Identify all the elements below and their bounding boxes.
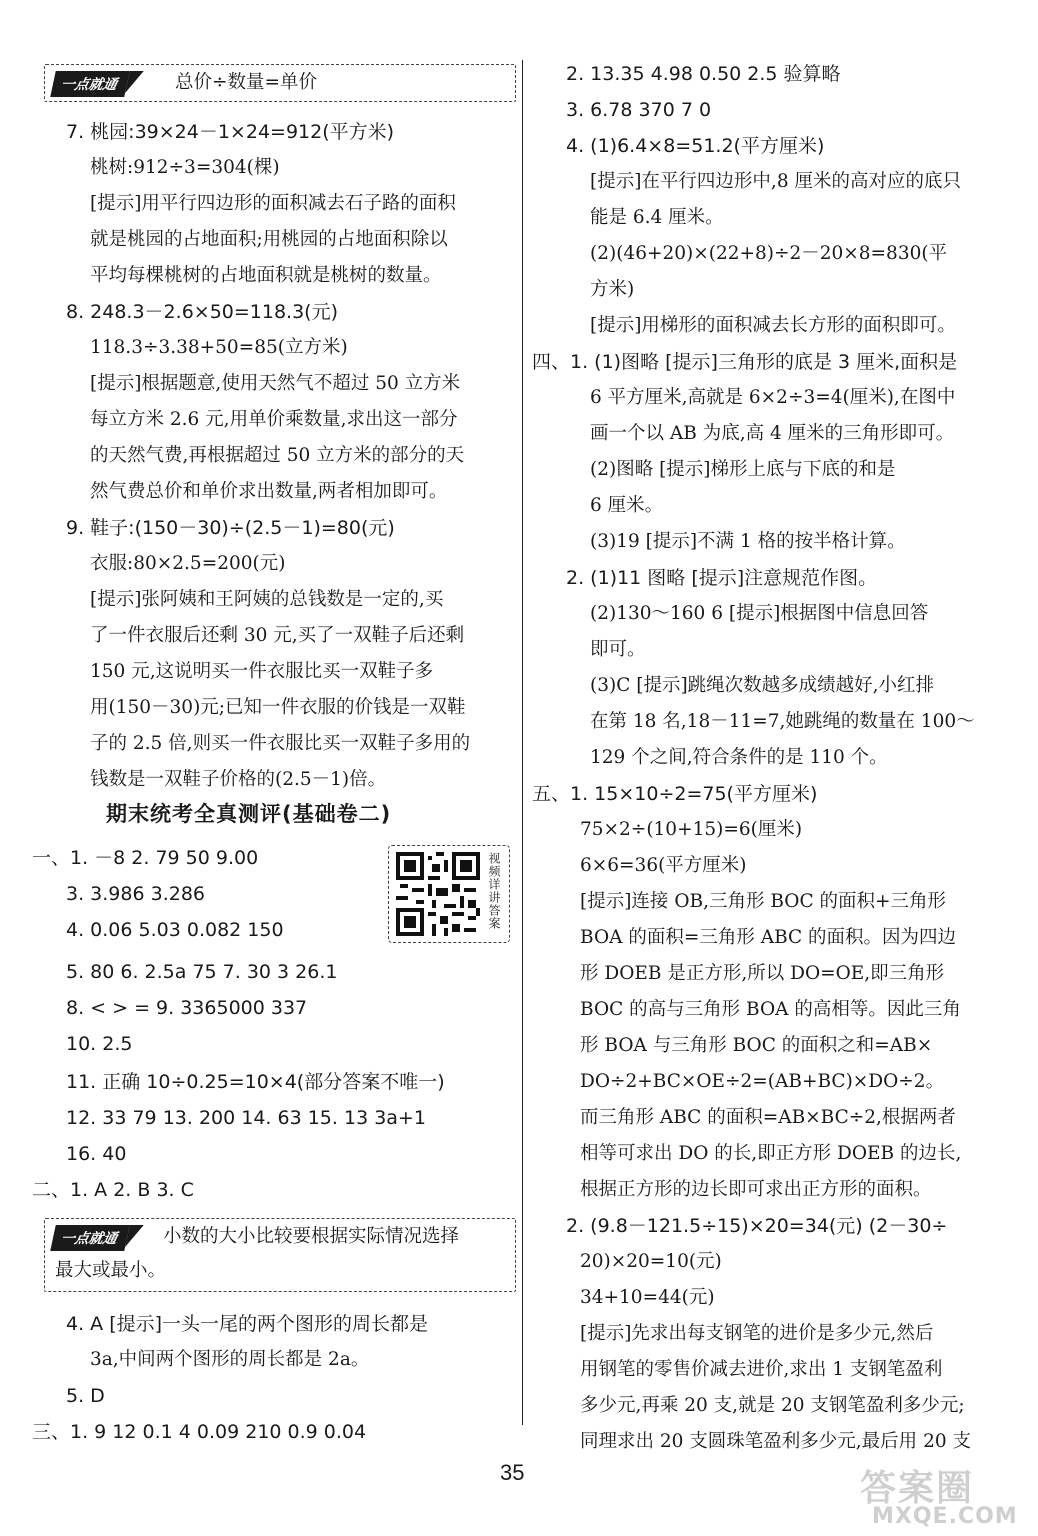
answer-line: 12. 33 79 13. 200 14. 63 15. 13 3a+1 [66,1107,426,1129]
right-line: 相等可求出 DO 的长,即正方形 DOEB 的边长, [580,1143,962,1164]
right-line: 方米) [590,279,635,300]
right-line: [提示]先求出每支钢笔的进价是多少元,然后 [580,1323,934,1344]
left-line: 三、1. 9 12 0.1 4 0.09 210 0.9 0.04 [32,1421,367,1443]
right-line: 能是 6.4 厘米。 [590,207,724,228]
right-line: (2)图略 [提示]梯形上底与下底的和是 [590,459,896,480]
left-line: 8. 248.3－2.6×50=118.3(元) [66,301,339,323]
right-line: 6 平方厘米,高就是 6×2÷3=4(厘米),在图中 [590,387,956,408]
left-line: 用(150－30)元;已知一件衣服的价钱是一双鞋 [90,697,466,718]
answer-line: 16. 40 [66,1143,127,1165]
answer-line: 3. 3.986 3.286 [66,883,205,905]
right-line: 2. (9.8－121.5÷15)×20=34(元) (2－30÷ [566,1215,948,1237]
watermark-url: MXQE.COM [872,1504,1018,1529]
left-line: 9. 鞋子:(150－30)÷(2.5－1)=80(元) [66,517,395,539]
right-line: 即可。 [590,639,646,660]
left-line: 了一件衣服后还剩 30 元,买了一双鞋子后还剩 [90,625,465,646]
right-line: 20)×20=10(元) [580,1251,722,1272]
left-line: 就是桃园的占地面积;用桃园的占地面积除以 [90,229,448,250]
answer-line: 4. 0.06 5.03 0.082 150 [66,919,284,941]
section-title: 期末统考全真测评(基础卷二) [106,802,392,826]
answer-line: 8. < > = 9. 3365000 337 [66,997,308,1019]
right-line: 根据正方形的边长即可求出正方形的面积。 [580,1179,932,1200]
qr-code-icon [395,852,481,936]
right-line: 形 DOEB 是正方形,所以 DO=OE,即三角形 [580,963,945,984]
answer-line: 11. 正确 10÷0.25=10×4(部分答案不唯一) [66,1071,445,1093]
column-divider [522,60,523,1425]
left-line: 子的 2.5 倍,则买一件衣服比买一双鞋子多用的 [90,733,471,754]
right-line: BOA 的面积=三角形 ABC 的面积。因为四边 [580,927,957,948]
right-line: 3. 6.78 370 7 0 [566,99,712,121]
left-line: 4. A [提示]一头一尾的两个图形的周长都是 [66,1313,429,1335]
answer-line: 10. 2.5 [66,1033,133,1055]
right-line: (2)130～160 6 [提示]根据图中信息回答 [590,603,929,624]
right-line: (2)(46+20)×(22+8)÷2－20×8=830(平 [590,243,948,264]
left-line: 5. D [66,1385,105,1407]
left-line: 平均每棵桃树的占地面积就是桃树的数量。 [90,265,442,286]
watermark-text: 答案圈 [860,1468,975,1509]
left-line: 衣服:80×2.5=200(元) [90,553,286,574]
right-line: 75×2÷(10+15)=6(厘米) [580,819,803,840]
right-line: 同理求出 20 支圆珠笔盈利多少元,最后用 20 支 [580,1431,971,1452]
right-line: DO÷2+BC×OE÷2=(AB+BC)×DO÷2。 [580,1071,945,1092]
right-line: (3)19 [提示]不满 1 格的按半格计算。 [590,531,906,552]
watermark-logo [860,1460,1020,1530]
answer-line: 二、1. A 2. B 3. C [32,1179,194,1201]
answer-line: 一、1. －8 2. 79 50 9.00 [32,847,259,869]
left-line: 3a,中间两个图形的周长都是 2a。 [90,1349,370,1370]
tip-box-2 [44,1218,516,1292]
right-line: 2. (1)11 图略 [提示]注意规范作图。 [566,567,878,589]
right-line: 34+10=44(元) [580,1287,715,1308]
right-line: 形 BOA 与三角形 BOC 的面积之和=AB× [580,1035,933,1056]
right-line: 四、1. (1)图略 [提示]三角形的底是 3 厘米,面积是 [532,351,958,373]
left-line: 每立方米 2.6 元,用单价乘数量,求出这一部分 [90,409,458,430]
left-line: [提示]根据题意,使用天然气不超过 50 立方米 [90,373,461,394]
right-line: 用钢笔的零售价减去进价,求出 1 支钢笔盈利 [580,1359,943,1380]
tip-badge: 一点就通 [50,71,130,97]
tip-text: 小数的大小比较要根据实际情况选择 [163,1226,460,1247]
left-line: [提示]用平行四边形的面积减去石子路的面积 [90,193,456,214]
tip-box-1 [44,64,516,102]
left-line: 桃树:912÷3=304(棵) [90,157,280,178]
right-line: 6×6=36(平方厘米) [580,855,747,876]
right-line: 在第 18 名,18－11=7,她跳绳的数量在 100～ [590,711,975,732]
right-line: 4. (1)6.4×8=51.2(平方厘米) [566,135,825,157]
right-line: [提示]用梯形的面积减去长方形的面积即可。 [590,315,956,336]
right-line: 而三角形 ABC 的面积=AB×BC÷2,根据两者 [580,1107,956,1128]
qr-code-box[interactable] [388,845,510,943]
right-line: 129 个之间,符合条件的是 110 个。 [590,747,888,768]
right-line: 五、1. 15×10÷2=75(平方厘米) [532,783,818,805]
left-line: 150 元,这说明买一件衣服比买一双鞋子多 [90,661,434,682]
answer-line: 5. 80 6. 2.5a 75 7. 30 3 26.1 [66,961,338,983]
right-line: (3)C [提示]跳绳次数越多成绩越好,小红排 [590,675,935,696]
right-line: 多少元,再乘 20 支,就是 20 支钢笔盈利多少元; [580,1395,965,1416]
right-line: 画一个以 AB 为底,高 4 厘米的三角形即可。 [590,423,955,444]
tip-text: 总价÷数量=单价 [175,72,318,93]
page-number: 35 [500,1460,525,1485]
left-line: [提示]张阿姨和王阿姨的总钱数是一定的,买 [90,589,444,610]
tip-text: 最大或最小。 [55,1260,167,1281]
right-line: 2. 13.35 4.98 0.50 2.5 验算略 [566,63,841,85]
left-line: 的天然气费,再根据超过 50 立方米的部分的天 [90,445,465,466]
qr-label: 视频详讲答案 [487,852,501,930]
tip-badge: 一点就通 [50,1225,130,1251]
left-line: 钱数是一双鞋子价格的(2.5－1)倍。 [90,769,387,790]
left-line: 然气费总价和单价求出数量,两者相加即可。 [90,481,448,502]
left-line: 7. 桃园:39×24－1×24=912(平方米) [66,121,395,143]
right-line: 6 厘米。 [590,495,664,516]
right-line: BOC 的高与三角形 BOA 的高相等。因此三角 [580,999,961,1020]
left-line: 118.3÷3.38+50=85(立方米) [90,337,348,358]
right-line: [提示]连接 OB,三角形 BOC 的面积+三角形 [580,891,946,912]
right-line: [提示]在平行四边形中,8 厘米的高对应的底只 [590,171,961,192]
